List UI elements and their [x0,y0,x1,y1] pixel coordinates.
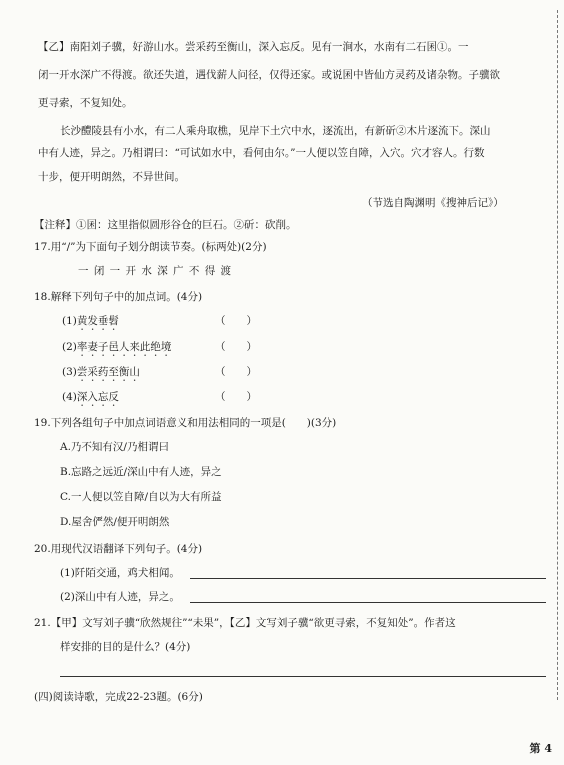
q19-option-b[interactable]: B.忘路之远近/深山中有人迹，异之 [60,466,222,478]
q18-item-4-num: (4) [62,391,77,403]
q18-item-3-text: 尝采药至衡山 [76,366,140,378]
q18-item-3 [62,365,140,384]
q18-item-2-text: 率妻子邑人来此绝境 [76,341,172,353]
q18-prompt: 18.解释下列句子中的加点词。(4分) [34,291,203,303]
q18-item-2 [62,340,171,359]
passage-p1-line-1: 【乙】南阳刘子骥，好游山水。尝采药至衡山，深入忘反。见有一涧水，水南有二石囷①。一 [38,41,469,53]
q17-sentence: 一 闭 一 开 水 深 广 不 得 渡 [78,265,233,277]
q18-item-1-num: (1) [62,315,77,327]
q20-item-1: (1)阡陌交通，鸡犬相闻。 [60,567,180,579]
passage-p2-line-1: 长沙醴陵县有小水，有二人乘舟取樵，见岸下土穴中水，逐流出，有新斫②木片逐流下。深山 [60,125,491,137]
q20-item-2: (2)深山中有人迹，异之。 [60,591,180,603]
annotation-note: 【注释】①囷：这里指似圆形谷仓的巨石。②斫：砍削。 [34,219,297,231]
q19-option-d[interactable]: D.屋舍俨然/便开明朗然 [60,516,170,528]
page-edge-line [557,10,558,700]
q18-item-3-num: (3) [62,366,77,378]
q20-item-2-answer-line[interactable] [190,602,546,603]
passage-p1-line-3: 更寻索，不复知处。 [38,97,133,109]
passage-p2-line-2: 中有人迹，异之。乃相谓曰：“可试如水中，看何由尔。”一人便以笠自障，入穴。穴才容人。行数 [38,147,485,159]
q18-item-1-answer[interactable]: （ ） [215,315,257,327]
section-4-heading: (四)阅读诗歌，完成22-23题。(6分) [34,691,203,703]
q19-prompt: 19.下列各组句子中加点词语意义和用法相同的一项是( )(3分) [34,417,337,429]
q19-option-c[interactable]: C.一人便以笠自障/自以为大有所益 [60,491,222,503]
page-number: 第 4 [529,742,552,755]
q21-prompt-line-2: 样安排的目的是什么？(4分) [60,641,191,653]
q18-item-1 [62,314,119,333]
q20-item-1-answer-line[interactable] [190,578,546,579]
passage-p2-line-3: 十步，便开明朗然，不异世间。 [38,171,185,183]
q18-item-1-text: 黄发垂髫 [76,315,119,327]
q18-item-4-answer[interactable]: （ ） [215,391,257,403]
q20-prompt: 20.用现代汉语翻译下列句子。(4分) [34,543,203,555]
q18-item-4-text: 深入忘反 [76,391,119,403]
q18-item-4 [62,390,119,409]
passage-source: （节选自陶渊明《搜神后记》） [362,197,504,209]
q18-item-3-answer[interactable]: （ ） [215,366,257,378]
q18-item-2-num: (2) [62,341,77,353]
q18-item-2-answer[interactable]: （ ） [215,341,257,353]
passage-p1-line-2: 闭一开水深广不得渡。欲还失道，遇伐薪人问径，仅得还家。或说囷中皆仙方灵药及诸杂物。子骥欲 [38,69,500,81]
q21-answer-line[interactable] [60,676,546,677]
q21-prompt-line-1: 21.【甲】文写刘子骥“欣然规往”“未果”，【乙】文写刘子骥“欲更寻索，不复知处”。作者这 [34,617,456,629]
q19-option-a[interactable]: A.乃不知有汉/乃相谓曰 [60,441,169,453]
q17-prompt: 17.用“/”为下面句子划分朗读节奏。(标两处)(2分) [34,241,267,253]
